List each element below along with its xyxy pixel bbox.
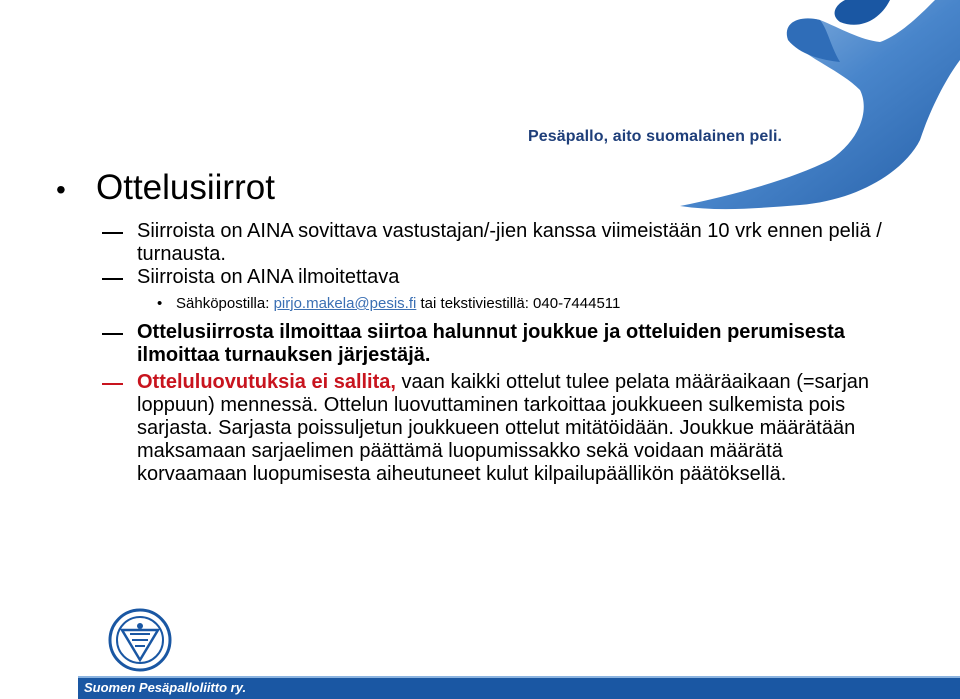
list-item-4 <box>100 371 890 486</box>
list-item-2 <box>100 266 890 289</box>
content <box>100 220 890 486</box>
list-item-1 <box>100 220 890 266</box>
sub-item-contact <box>100 293 890 315</box>
federation-logo-icon <box>108 608 172 672</box>
email-link[interactable]: pirjo.makela@pesis.fi <box>273 295 417 312</box>
pesapallo-player-graphic <box>560 0 960 215</box>
list-item-3 <box>100 321 890 367</box>
title-row <box>56 168 275 208</box>
contact-suffix: tai tekstiviestillä: 040-7444511 <box>416 295 621 312</box>
item-1-text: Siirroista on AINA sovittava vastustajan/-jien kanssa viimeistään 10 vrk ennen peliä / turnausta. <box>137 220 882 265</box>
slogan: Pesäpallo, aito suomalainen peli. <box>528 128 783 145</box>
title-bullet: • <box>56 174 66 205</box>
item-3-text: Ottelusiirrosta ilmoittaa siirtoa halunnut joukkue ja otteluiden perumisesta ilmoittaa turnauksen järjestäjä. <box>137 321 845 366</box>
item-4-text: vaan kaikki ottelut tulee pelata määräaikaan (=sarjan loppuun) mennessä. Ottelun luovuttaminen tarkoittaa joukkueen sulkemista pois sarjasta. Sarjasta poissuljetun joukkueen ottelut mitätöidään. Joukkue määrätään maksamaan sarjaelimen päättämä luopumissakko sekä voidaan määrätä korvaamaan luopumisesta aiheutuneet kulut kilpailupäällikön päätöksellä. <box>137 371 870 485</box>
contact-prefix: Sähköpostilla: <box>176 295 274 312</box>
sub-bullet: • <box>157 295 163 312</box>
federation-name: Suomen Pesäpalloliitto ry. <box>84 680 247 695</box>
item-2-text: Siirroista on AINA ilmoitettava <box>137 266 400 288</box>
item-4-red-lead: Otteluluovutuksia ei sallita, <box>137 371 396 393</box>
slide-title: Ottelusiirrot <box>96 168 275 207</box>
